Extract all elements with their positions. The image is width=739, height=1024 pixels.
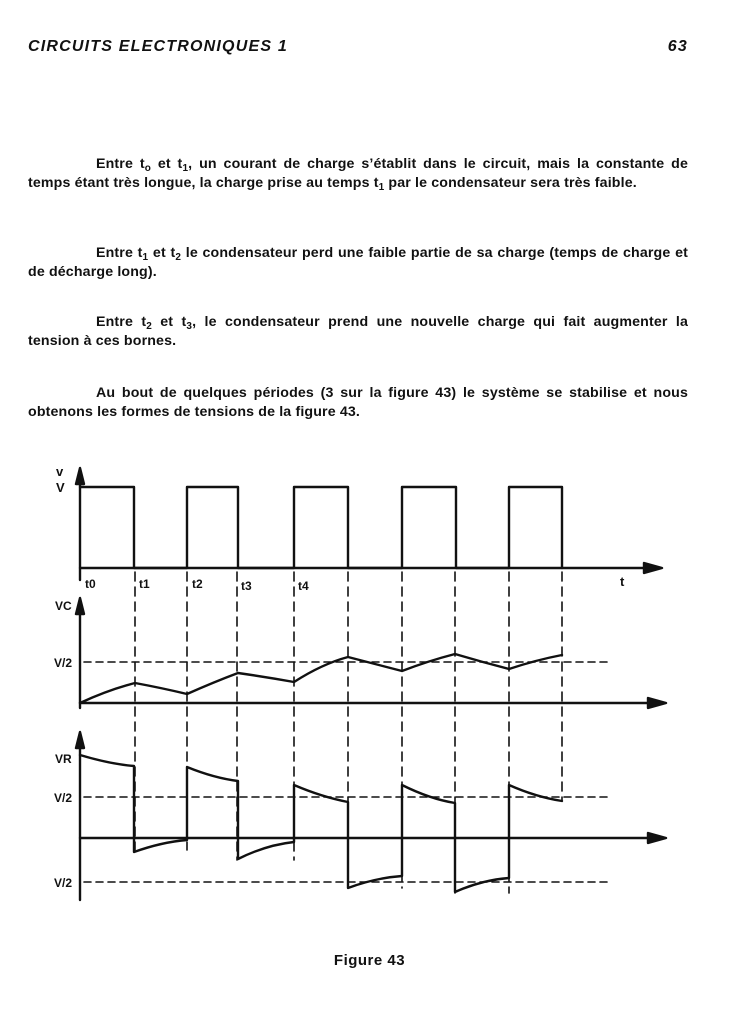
t-axis-arrow bbox=[644, 563, 662, 573]
vr-axis-label: VR bbox=[55, 752, 72, 766]
page-number: 63 bbox=[667, 38, 688, 55]
paragraph-4: Au bout de quelques périodes (3 sur la figure 43) le système se stabilise et nous obtenons les formes de tensions de la figure 43. bbox=[28, 385, 688, 420]
paragraph-1: Entre $t_o$ et $t_1$, un courant de charge s’établit dans le circuit, mais la constante de temps étant très longue, la charge prise au temps $t_1$ par le condensateur sera très faible. bbox=[28, 156, 688, 193]
vr-waveform bbox=[80, 755, 562, 892]
t-axis-label: t bbox=[620, 574, 625, 589]
vr-half-neg-label: V/2 bbox=[54, 876, 73, 890]
vr-time-axis-arrow bbox=[648, 833, 666, 843]
vr-axis-arrow bbox=[76, 732, 84, 748]
vc-axis-label: VC bbox=[55, 599, 72, 613]
page-header bbox=[28, 38, 688, 62]
running-title: CIRCUITS ELECTRONIQUES 1 bbox=[28, 38, 288, 55]
vc-axis-arrow bbox=[76, 598, 84, 614]
vc-half-label: V/2 bbox=[54, 656, 73, 670]
time-mark-t0: t0 bbox=[85, 577, 96, 591]
vr-half-pos-label: V/2 bbox=[54, 791, 73, 805]
vr-panel bbox=[76, 732, 666, 900]
square-wave-panel bbox=[76, 468, 662, 580]
time-mark-t2: t2 bbox=[192, 577, 203, 591]
v-level-label: V bbox=[56, 480, 65, 495]
time-mark-t3: t3 bbox=[241, 579, 252, 593]
vc-panel bbox=[76, 598, 666, 708]
waveform-figure bbox=[0, 455, 739, 935]
square-wave bbox=[80, 487, 562, 568]
v-axis-arrow bbox=[76, 468, 84, 484]
paragraph-3: Entre $t_2$ et $t_3$, le condensateur prend une nouvelle charge qui fait augmenter la tension à ces bornes. bbox=[28, 314, 688, 349]
time-mark-t4: t4 bbox=[298, 579, 309, 593]
time-mark-t1: t1 bbox=[139, 577, 150, 591]
figure-caption: Figure 43 bbox=[333, 952, 406, 969]
vc-waveform bbox=[80, 654, 562, 703]
vc-time-axis-arrow bbox=[648, 698, 666, 708]
v-axis-label: v bbox=[56, 464, 64, 479]
paragraph-2: Entre $t_1$ et $t_2$ le condensateur perd une faible partie de sa charge (temps de charge et de décharge long). bbox=[28, 245, 688, 280]
